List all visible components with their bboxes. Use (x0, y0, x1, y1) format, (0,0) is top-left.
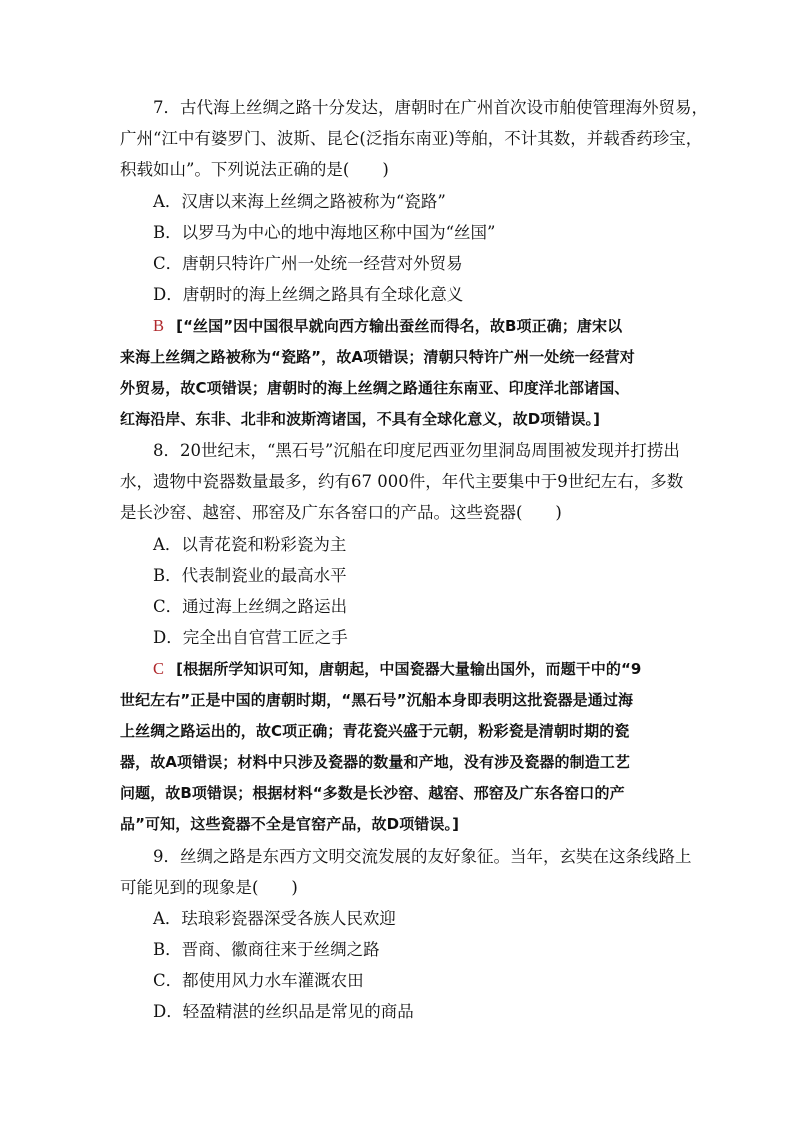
question-stem-line: 7．古代海上丝绸之路十分发达，唐朝时在广州首次设市舶使管理海外贸易， (153, 98, 708, 117)
question-stem-line: 8．20世纪末，“黑石号”沉船在印度尼西亚勿里洞岛周围被发现并打捞出 (153, 441, 680, 461)
question-stem-line: 9．丝绸之路是东西方文明交流发展的友好象征。当年，玄奘在这条线路上 (153, 846, 692, 866)
explanation-line: 器，故A项错误；材料中只涉及瓷器的数量和产地，没有涉及瓷器的制造工艺 (120, 752, 631, 771)
document-page (120, 92, 708, 1028)
question-7 (120, 92, 708, 435)
question-9 (120, 841, 692, 1028)
question-stem-line: 是长沙窑、越窑、邢窑及广东各窑口的产品。这些瓷器( ) (120, 503, 562, 523)
question-stem-line: 广州“江中有婆罗门、波斯、昆仑(泛指东南亚)等舶，不计其数，并载香药珍宝， (120, 129, 703, 149)
option-d: D．完全出自官营工匠之手 (153, 628, 348, 648)
question-stem-line: 可能见到的现象是( ) (120, 877, 298, 897)
answer-letter: C (153, 659, 165, 679)
option-d: D．唐朝时的海上丝绸之路具有全球化意义 (153, 285, 464, 305)
question-stem-line: 水，遗物中瓷器数量最多，约有67 000件，年代主要集中于9世纪左右，多数 (120, 472, 684, 492)
answer-explanation-line (120, 653, 680, 684)
option-b: B．以罗马为中心的地中海地区称中国为“丝国” (153, 222, 496, 242)
explanation-line: 品”可知，这些瓷器不全是官窑产品，故D项错误。] (120, 815, 460, 834)
option-a: A．汉唐以来海上丝绸之路被称为“瓷路” (153, 191, 446, 211)
question-8 (120, 435, 684, 840)
option-c: C．都使用风力水车灌溉农田 (153, 971, 364, 991)
explanation-line: 世纪左右”正是中国的唐朝时期，“黑石号”沉船本身即表明这批瓷器是通过海 (120, 690, 634, 709)
option-b: B．晋商、徽商往来于丝绸之路 (153, 940, 380, 960)
option-a: A．以青花瓷和粉彩瓷为主 (153, 534, 347, 554)
option-d: D．轻盈精湛的丝织品是常见的商品 (153, 1002, 414, 1022)
explanation-line: 红海沿岸、东非、北非和波斯湾诸国，不具有全球化意义，故D项错误。] (120, 409, 601, 428)
explanation-text: [“丝国”因中国很早就向西方输出蚕丝而得名，故B项正确；唐宋以 (176, 317, 623, 336)
option-a: A．珐琅彩瓷器深受各族人民欢迎 (153, 908, 396, 928)
question-stem-line: 积载如山”。下列说法正确的是( ) (120, 160, 389, 180)
explanation-line: 问题，故B项错误；根据材料“多数是长沙窑、越窑、邢窑及广东各窑口的产 (120, 784, 625, 803)
option-b: B．代表制瓷业的最高水平 (153, 565, 347, 585)
explanation-text: [根据所学知识可知，唐朝起，中国瓷器大量输出国外，而题干中的“9 (176, 660, 642, 679)
option-c: C．唐朝只特许广州一处统一经营对外贸易 (153, 253, 463, 273)
answer-explanation-line (120, 310, 680, 341)
explanation-line: 上丝绸之路运出的，故C项正确；青花瓷兴盛于元朝，粉彩瓷是清朝时期的瓷 (120, 721, 630, 740)
explanation-line: 外贸易，故C项错误；唐朝时的海上丝绸之路通往东南亚、印度洋北部诸国、 (120, 378, 630, 397)
answer-letter: B (153, 316, 165, 336)
explanation-line: 来海上丝绸之路被称为“瓷路”，故A项错误；清朝只特许广州一处统一经营对 (120, 347, 635, 366)
option-c: C．通过海上丝绸之路运出 (153, 597, 348, 616)
